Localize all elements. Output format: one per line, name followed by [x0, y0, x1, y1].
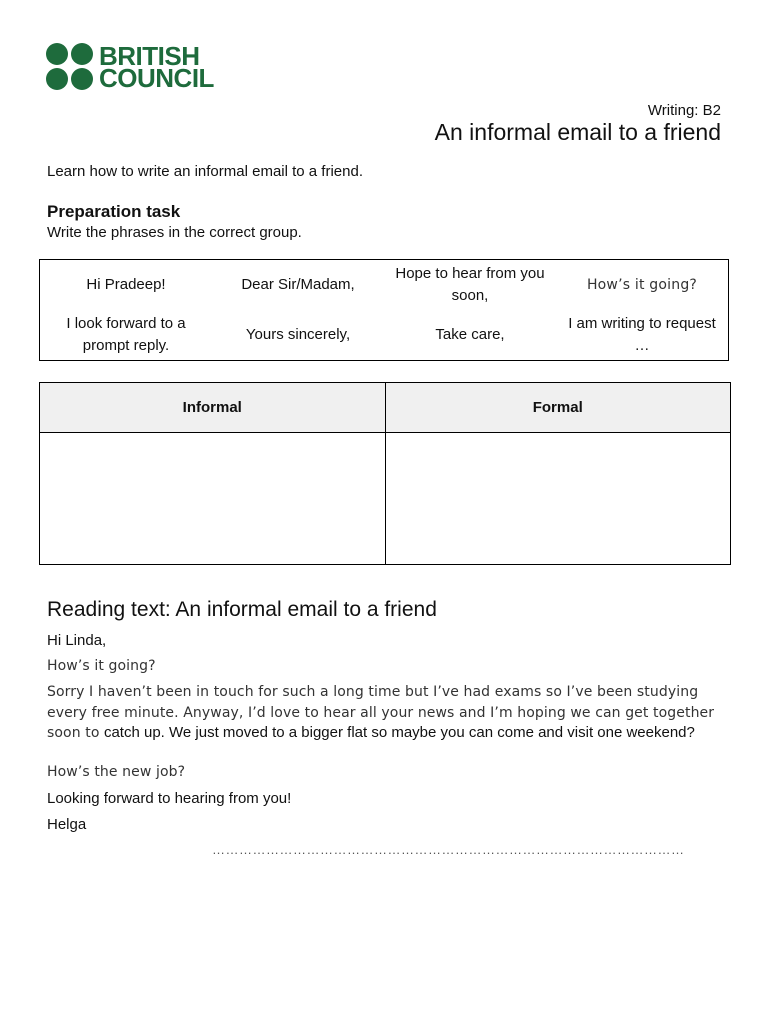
- logo-line-1: BRITISH: [99, 41, 200, 71]
- formal-header: Formal: [385, 383, 731, 433]
- phrase-item: I look forward to a prompt reply.: [66, 315, 186, 354]
- reading-heading: Reading text: An informal email to a friend: [47, 598, 437, 621]
- page-title: An informal email to a friend: [434, 119, 721, 145]
- logo-dots-icon: [46, 43, 94, 91]
- email-body-part-1: Sorry I haven’t been in touch for such a long time but I’ve had exams so I’ve been studying every free minute. Anyway, I’d love to hear all your news and I’m hoping we can get together soon to: [47, 684, 715, 741]
- dotted-line: ……………………………………………………………………………………………: [212, 842, 685, 857]
- email-greeting: Hi Linda,: [47, 632, 107, 649]
- british-council-logo: [46, 43, 214, 91]
- email-closing: Looking forward to hearing from you!: [47, 790, 292, 807]
- phrase-item: Take care,: [435, 326, 505, 343]
- formal-answer-cell[interactable]: [385, 433, 731, 565]
- email-question: How’s the new job?: [47, 764, 186, 780]
- sorting-table: [39, 382, 731, 565]
- table-row: [40, 433, 731, 565]
- logo-dot: [46, 68, 68, 90]
- email-opener: How’s it going?: [47, 658, 156, 674]
- phrase-item: How’s it going?: [586, 277, 698, 293]
- preparation-instruction: Write the phrases in the correct group.: [47, 224, 302, 241]
- intro-text: Learn how to write an informal email to a friend.: [47, 163, 363, 180]
- logo-dot: [71, 43, 93, 65]
- table-header-row: [40, 383, 731, 433]
- level-label: Writing: B2: [647, 102, 721, 119]
- phrase-item: Hope to hear from you soon,: [395, 265, 545, 304]
- informal-header: Informal: [40, 383, 386, 433]
- phrase-item: Dear Sir/Madam,: [241, 276, 355, 293]
- logo-dot: [46, 43, 68, 65]
- email-signature: Helga: [47, 816, 87, 833]
- logo-dot: [71, 68, 93, 90]
- email-body-part-2: catch up. We just moved to a bigger flat so maybe you can come and visit one weekend?: [103, 724, 695, 741]
- phrase-item: I am writing to request …: [568, 315, 716, 354]
- logo-wordmark: [99, 41, 214, 93]
- informal-answer-cell[interactable]: [40, 433, 386, 565]
- phrase-item: Yours sincerely,: [245, 326, 351, 343]
- phrase-item: Hi Pradeep!: [86, 276, 166, 293]
- phrase-box: [39, 259, 729, 361]
- email-body: [47, 682, 727, 744]
- preparation-heading: Preparation task: [47, 202, 181, 221]
- logo-line-2: COUNCIL: [99, 63, 214, 93]
